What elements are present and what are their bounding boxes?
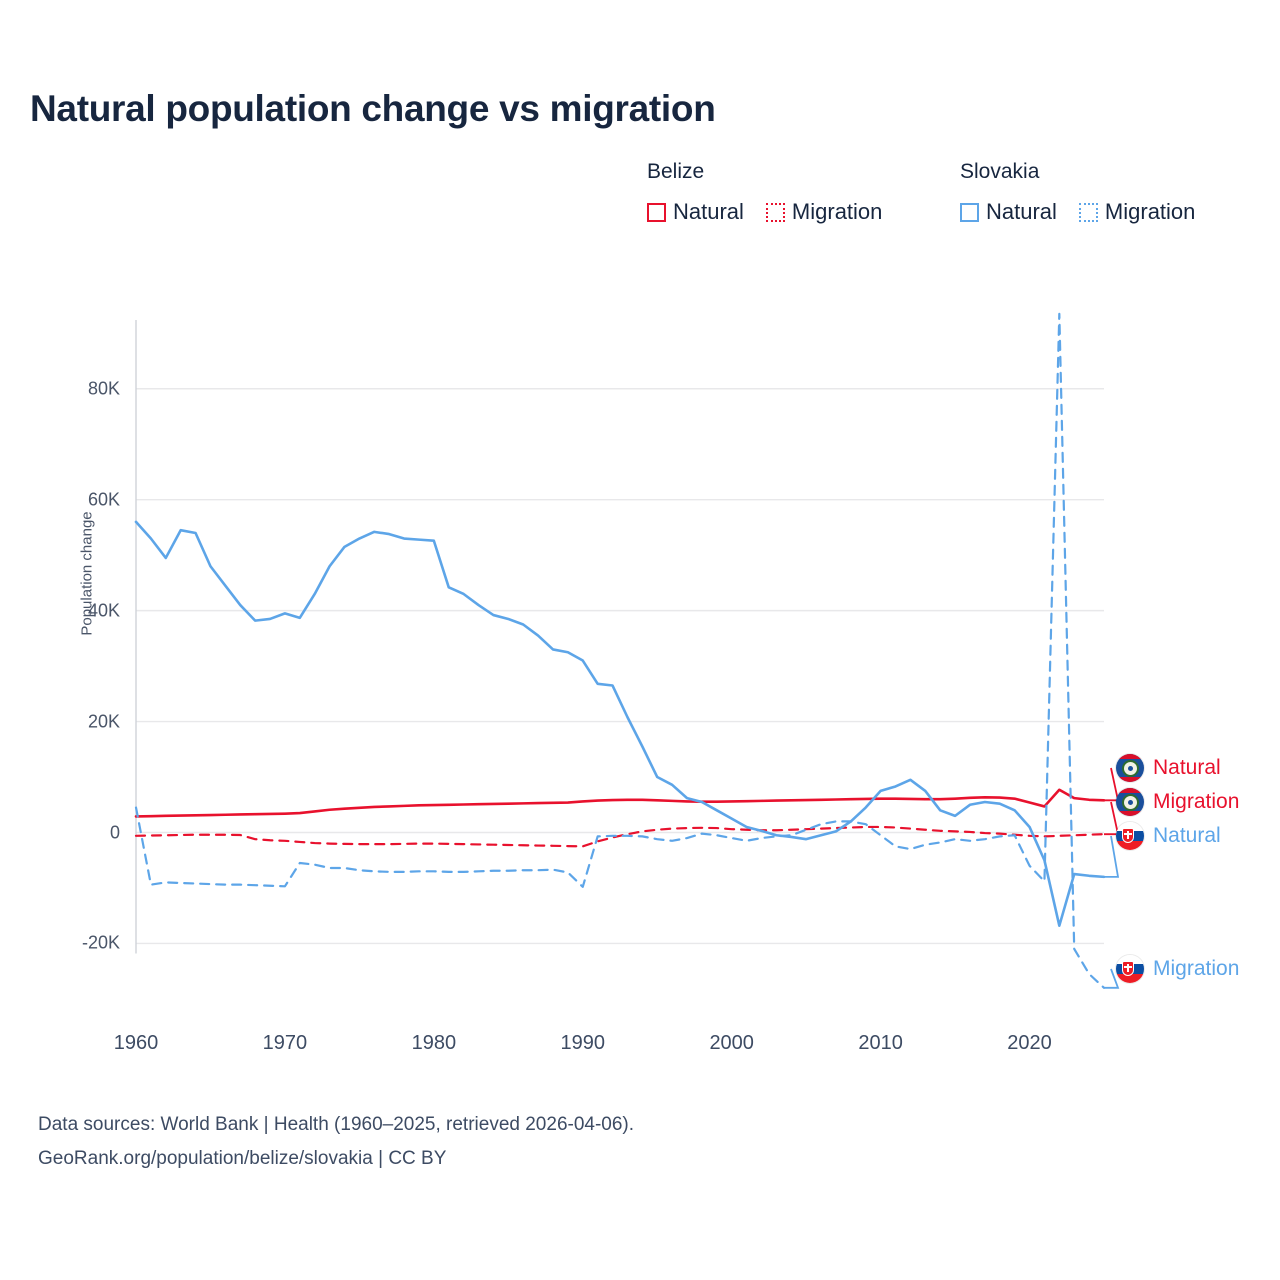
legend-item-slovakia-migration[interactable] <box>1079 199 1195 225</box>
y-tick-label: 20K <box>87 711 120 732</box>
footer-line-sources: Data sources: World Bank | Health (1960–2025, retrieved 2026-04-06). <box>38 1114 635 1135</box>
slovakia-flag-icon <box>1116 955 1144 983</box>
x-tick-label: 1990 <box>560 1032 606 1054</box>
series-line <box>136 522 1104 926</box>
legend-item-slovakia-natural[interactable] <box>960 199 1057 225</box>
series-end-label-text: Migration <box>1153 790 1240 813</box>
legend-item-label: Natural <box>673 199 744 224</box>
legend-item-label: Migration <box>1104 199 1196 224</box>
line-swatch-solid-icon <box>647 203 666 222</box>
legend-item-belize-migration[interactable] <box>766 199 882 225</box>
line-swatch-dotted-icon <box>766 203 785 222</box>
x-tick-label: 2010 <box>858 1032 903 1054</box>
series-end-label-text: Natural <box>1153 824 1221 847</box>
legend-item-belize-natural[interactable] <box>647 199 744 225</box>
series-line <box>136 314 1104 988</box>
belize-flag-icon <box>1116 788 1144 816</box>
legend-item-label: Natural <box>986 199 1057 224</box>
series-end-label-text: Natural <box>1153 756 1221 779</box>
x-tick-label: 1980 <box>411 1032 457 1054</box>
legend-country-label: Slovakia <box>960 160 1040 183</box>
legend-group-belize <box>647 160 882 225</box>
x-tick-label: 1960 <box>113 1032 159 1054</box>
y-tick-label: 40K <box>87 600 120 621</box>
series-end-label-text: Migration <box>1153 957 1240 980</box>
series-line <box>136 827 1104 846</box>
y-tick-label: 0 <box>109 822 120 842</box>
footer-line-attribution: GeoRank.org/population/belize/slovakia | CC BY <box>38 1148 447 1169</box>
series-end-label[interactable] <box>1116 788 1239 816</box>
legend <box>640 160 1260 250</box>
legend-item-label: Migration <box>791 199 883 224</box>
x-tick-label: 2000 <box>709 1032 754 1054</box>
page-title: Natural population change vs migration <box>30 88 716 129</box>
slovakia-flag-icon <box>1116 822 1144 850</box>
series-end-label[interactable] <box>1116 955 1239 983</box>
x-tick-label: 2020 <box>1007 1032 1052 1054</box>
footer <box>38 1108 634 1176</box>
y-tick-label: 60K <box>87 489 120 510</box>
x-tick-label: 1970 <box>262 1032 308 1054</box>
belize-flag-icon <box>1116 754 1144 782</box>
y-tick-label: -20K <box>81 932 120 953</box>
y-tick-label: 80K <box>87 378 120 399</box>
legend-country-label: Belize <box>647 160 705 183</box>
y-axis-title: Population change <box>78 511 96 636</box>
series-end-label[interactable] <box>1116 822 1221 850</box>
series-end-label[interactable] <box>1116 754 1221 782</box>
legend-group-slovakia <box>960 160 1195 225</box>
line-swatch-solid-icon <box>960 203 979 222</box>
line-swatch-dotted-icon <box>1079 203 1098 222</box>
series-line <box>136 790 1104 817</box>
